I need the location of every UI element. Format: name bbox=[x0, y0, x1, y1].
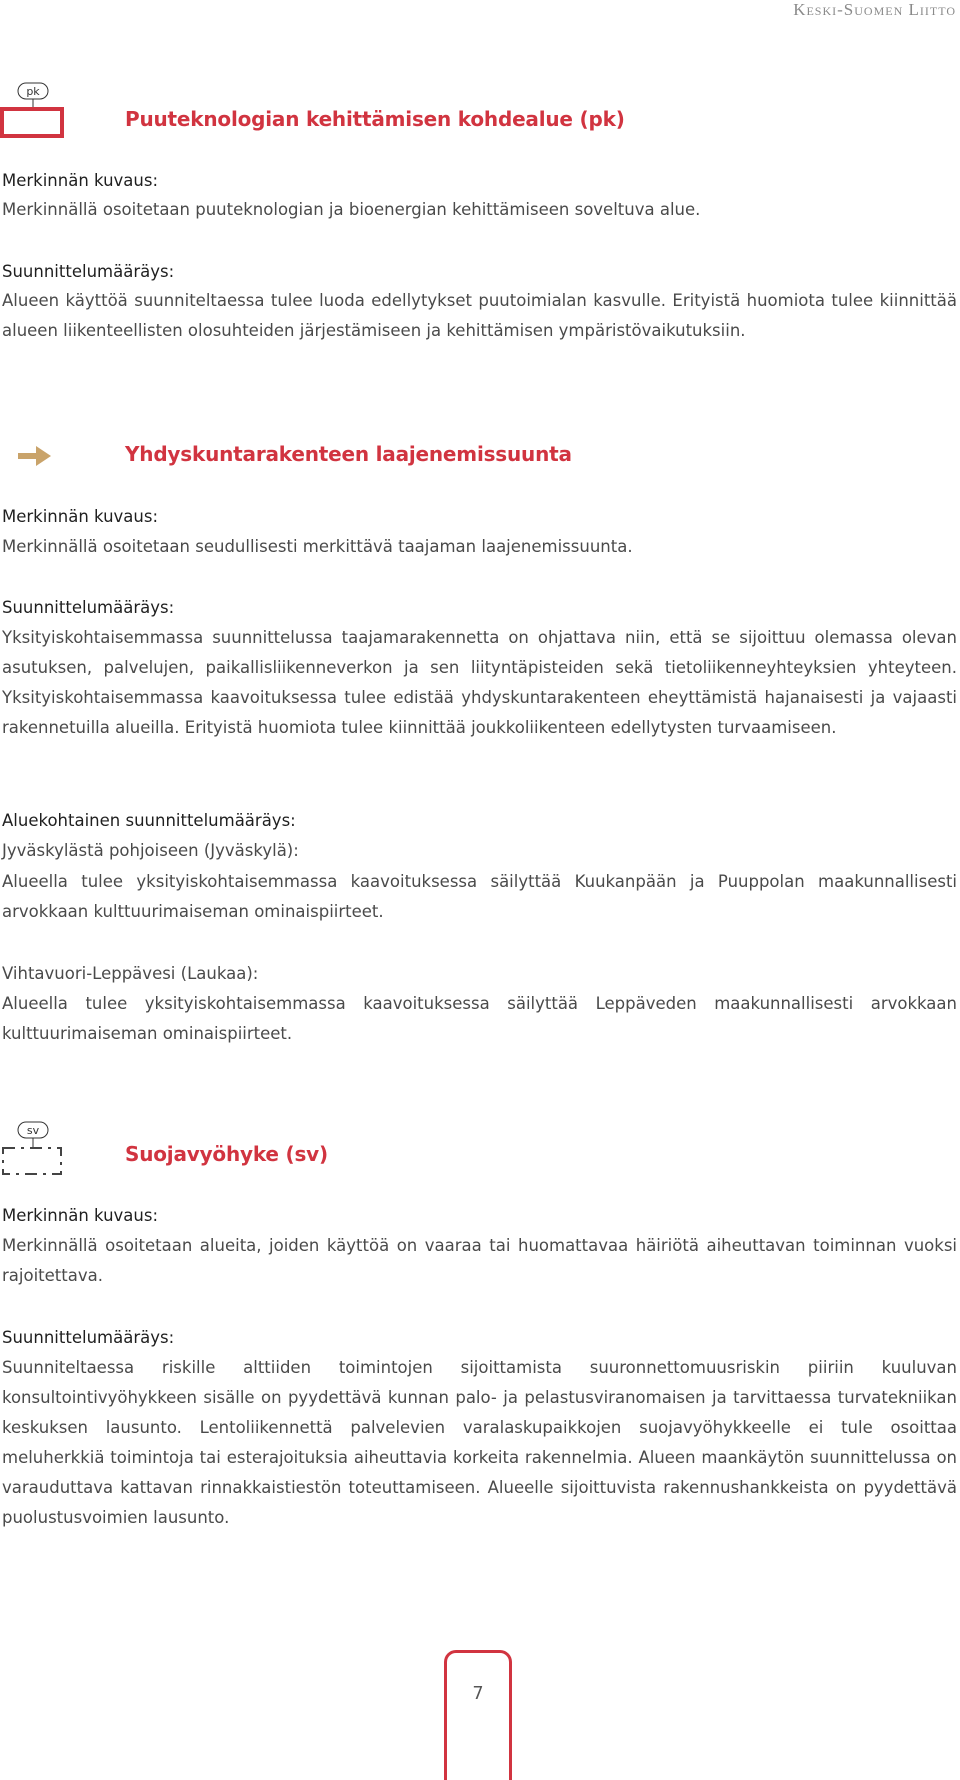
regulation-text: Yksityiskohtaisemmassa suunnittelussa taajamarakennetta on ohjattava niin, että se sijoittuu olemassa olevan asutuksen, palvelujen, paikallisliikenneverkon ja sen liityntäpisteiden sekä tietoliikenneyhteyksien yhteyteen. Yksityiskohtaisemmassa kaavoituksessa tulee edistää yhdyskuntarakenteen eheyttämistä hajanaisesti ja vajaasti rakennetuilla alueilla. Erityistä huomiota tulee kiinnittää joukkoliikenteen edellytysten turvaamiseen. bbox=[2, 628, 957, 737]
area-text: Alueella tulee yksityiskohtaisemmassa kaavoituksessa säilyttää Leppäveden maakunnallisesti arvokkaan kulttuurimaiseman ominaispiirteet. bbox=[2, 994, 957, 1043]
area-text: Alueella tulee yksityiskohtaisemmassa kaavoituksessa säilyttää Kuukanpään ja Puuppolan maakunnallisesti arvokkaan kulttuurimaiseman ominaispiirteet. bbox=[2, 872, 957, 921]
area-name: Vihtavuori-Leppävesi (Laukaa): bbox=[2, 964, 259, 983]
regulation-label: Suunnittelumääräys: bbox=[2, 598, 175, 617]
section-title-sv: Suojavyöhyke (sv) bbox=[125, 1142, 328, 1166]
section-title-pk: Puuteknologian kehittämisen kohdealue (pk) bbox=[125, 107, 625, 131]
regulation-text: Suunniteltaessa riskille alttiiden toimintojen sijoittamista suuronnettomuusriskin piiriin kuuluvan konsultointivyöhykkeen sisälle on pyydettävä kunnan palo- ja pelastusviranomaisen ja tarvittaessa turvatekniikan keskuksen lausunto. Lentoliikennettä palvelevien varalaskupaikkojen suojavyöhykkeelle ei tule osoittaa meluherkkiä toimintoja tai esterajoituksia aiheuttavia korkeita rakennelmia. Alueen maankäytön suunnittelussa on varauduttava kattavan rinnakkaistiestön toteuttamiseen. Alueelle sijoittuvista rakennushankkeista on pyydettävä puolustusvoimien lausunto. bbox=[2, 1358, 957, 1527]
area-regulation-label: Aluekohtainen suunnittelumääräys: bbox=[2, 811, 296, 830]
pk-symbol-label: pk bbox=[26, 85, 40, 98]
description-text: Merkinnällä osoitetaan seudullisesti merkittävä taajaman laajenemissuunta. bbox=[2, 537, 633, 556]
sv-zone-symbol-icon bbox=[0, 1120, 70, 1180]
expansion-direction-arrow-icon bbox=[18, 445, 52, 467]
regulation-label: Suunnittelumääräys: bbox=[2, 1328, 175, 1347]
description-label: Merkinnän kuvaus: bbox=[2, 171, 159, 190]
document-header: Keski-Suomen Liitto bbox=[793, 0, 956, 19]
page-number: 7 bbox=[472, 1683, 484, 1704]
pk-area-symbol-icon bbox=[0, 80, 70, 140]
description-text: Merkinnällä osoitetaan puuteknologian ja bioenergian kehittämiseen soveltuva alue. bbox=[2, 200, 701, 219]
description-text: Merkinnällä osoitetaan alueita, joiden käyttöä on vaaraa tai huomattavaa häiriötä aiheuttavan toiminnan vuoksi rajoitettava. bbox=[2, 1236, 957, 1285]
area-name: Jyväskylästä pohjoiseen (Jyväskylä): bbox=[2, 841, 299, 860]
description-label: Merkinnän kuvaus: bbox=[2, 507, 159, 526]
page-number-tab bbox=[444, 1650, 512, 1780]
section-title-expansion: Yhdyskuntarakenteen laajenemissuunta bbox=[125, 442, 572, 466]
description-label: Merkinnän kuvaus: bbox=[2, 1206, 159, 1225]
sv-symbol-label: sv bbox=[26, 1124, 40, 1137]
regulation-text: Alueen käyttöä suunniteltaessa tulee luoda edellytykset puutoimialan kasvulle. Erityistä huomiota tulee kiinnittää alueen liikenteellisten olosuhteiden järjestämiseen ja kehittämisen ympäristövaikutuksiin. bbox=[2, 291, 957, 340]
regulation-label: Suunnittelumääräys: bbox=[2, 262, 175, 281]
